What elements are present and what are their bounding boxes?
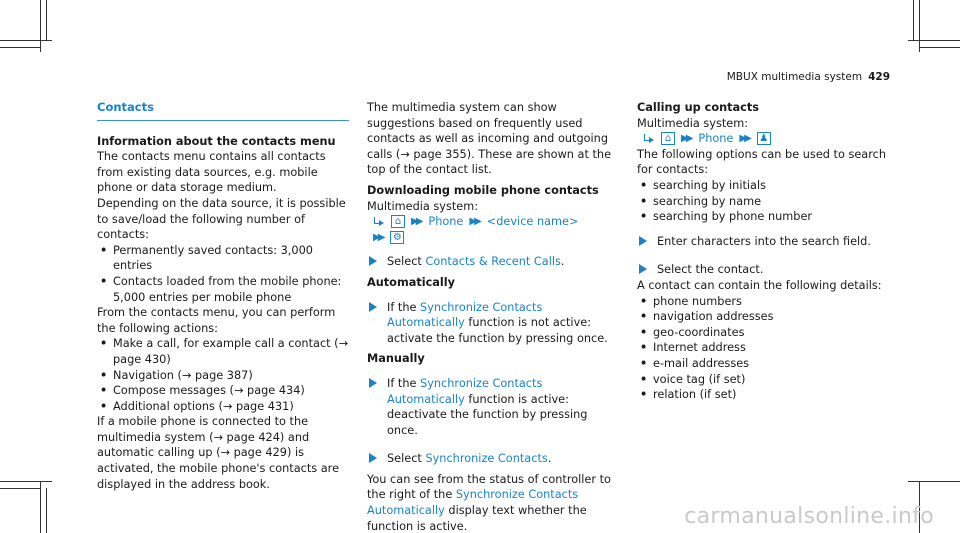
step-text: function is not active: activate the function by pressing once. (387, 316, 608, 345)
column-3 (637, 100, 887, 403)
step-text: Select the contact. (657, 263, 764, 277)
arrow-hook-icon (373, 217, 385, 227)
instruction-step (637, 262, 887, 278)
paragraph: The following options can be used to search for contacts: (637, 147, 886, 177)
list-item: • geo-coordinates (637, 325, 887, 341)
step-text: Select (387, 255, 426, 269)
list-item[interactable]: • Compose messages (→ page 434) (97, 383, 349, 399)
arrow-hook-icon (643, 134, 655, 144)
instruction-step (637, 234, 887, 250)
link-contacts-recent-calls[interactable]: Contacts & Recent Calls (425, 255, 561, 269)
instruction-step (367, 451, 619, 467)
home-icon: ⌂ (391, 215, 405, 228)
paragraph-text: display text whether the function is active. (367, 504, 587, 533)
list-item: • searching by phone number (637, 209, 887, 225)
list-item: • Contacts loaded from the mobile phone: 5,000 entries per mobile phone (97, 274, 349, 305)
heading-manually: Manually (367, 352, 425, 366)
list-item: • searching by initials (637, 178, 887, 194)
bullet-list (637, 294, 887, 403)
double-chevron-icon: ▶▶ (373, 231, 383, 243)
list-item: • searching by name (637, 194, 887, 210)
step-text: Enter characters into the search field. (657, 234, 871, 248)
link-sync-contacts-auto[interactable]: Synchronize Contacts Automatically (387, 300, 543, 330)
list-item: • relation (if set) (637, 387, 887, 403)
list-item[interactable]: • Additional options (→ page 431) (97, 399, 349, 415)
bullet-list (97, 336, 349, 414)
watermark: carmanualsonline.info (684, 504, 934, 530)
heading-contacts-menu: Information about the contacts menu (97, 134, 336, 148)
list-item: • Permanently saved contacts: 3,000 entries (97, 243, 349, 274)
double-chevron-icon: ▶▶ (739, 133, 749, 145)
double-chevron-icon: ▶▶ (411, 216, 421, 228)
paragraph: From the contacts menu, you can perform the following actions: (97, 306, 336, 335)
list-item: • voice tag (if set) (637, 372, 887, 388)
bullet-list (637, 178, 887, 225)
menu-path (637, 131, 887, 147)
step-text: function is active: deactivate the function by pressing once. (387, 392, 588, 437)
step-triangle-icon (639, 236, 647, 246)
step-triangle-icon (369, 302, 377, 312)
list-item: • phone numbers (637, 294, 887, 310)
list-item: • navigation addresses (637, 309, 887, 325)
list-item[interactable]: • Make a call, for example call a contact (→ page 430) (97, 336, 349, 367)
link-sync-contacts-auto[interactable]: Synchronize Contacts Automatically (367, 488, 579, 518)
double-chevron-icon: ▶▶ (469, 216, 479, 228)
menu-path-label: Multimedia system: (637, 116, 749, 130)
heading-download-contacts: Downloading mobile phone contacts (367, 183, 599, 197)
paragraph: The contacts menu contains all contacts from existing data sources, e.g. mobile phone or data storage medium. (97, 150, 326, 195)
step-text: . (547, 452, 552, 466)
menu-path (367, 230, 619, 246)
step-text: If the (387, 376, 421, 390)
paragraph: Depending on the data source, it is possible to save/load the following number of contacts: (97, 196, 346, 242)
list-item: • e-mail addresses (637, 356, 887, 372)
menu-path-label: Multimedia system: (367, 199, 479, 213)
double-chevron-icon: ▶▶ (681, 133, 691, 145)
paragraph-text: You can see from the status of controller to the right of the (367, 472, 611, 502)
list-item: • Internet address (637, 340, 887, 356)
path-phone: Phone (698, 132, 734, 146)
column-2 (367, 100, 619, 533)
step-text: Select (387, 452, 426, 466)
path-phone: Phone (428, 215, 464, 229)
heading-calling-up-contacts: Calling up contacts (637, 101, 759, 114)
bullet-list (97, 243, 349, 305)
heading-automatically: Automatically (367, 275, 456, 289)
link-sync-contacts[interactable]: Synchronize Contacts (425, 452, 548, 466)
instruction-step (367, 376, 619, 438)
paragraph: The multimedia system can show suggestions based on frequently used contacts as well as incoming and outgoing calls (→ page 355). These are shown at the top of the contact list. (367, 101, 612, 177)
paragraph (367, 472, 619, 533)
section-title: Contacts (97, 100, 349, 121)
instruction-step (367, 254, 619, 270)
step-triangle-icon (369, 378, 377, 388)
step-triangle-icon (369, 256, 377, 266)
step-text: . (560, 255, 565, 269)
instruction-step (367, 300, 619, 347)
settings-icon: ⚙ (390, 231, 404, 244)
step-triangle-icon (639, 264, 647, 274)
column-1 (97, 100, 349, 492)
contacts-icon: ♟ (757, 132, 771, 145)
paragraph: If a mobile phone is connected to the multimedia system (→ page 424) and automatic calling up (→ page 429) is activated, the mobile phone's contacts are displayed in the address book. (97, 415, 340, 491)
path-device-name: <device name> (486, 215, 579, 229)
list-item[interactable]: • Navigation (→ page 387) (97, 368, 349, 384)
link-sync-contacts-auto[interactable]: Synchronize Contacts Automatically (387, 376, 543, 406)
step-triangle-icon (369, 453, 377, 463)
home-icon: ⌂ (661, 132, 675, 145)
running-header (727, 70, 890, 86)
step-text: If the (387, 300, 421, 314)
paragraph: A contact can contain the following details: (637, 278, 882, 292)
menu-path (367, 214, 619, 230)
page-number: 429 (868, 71, 890, 83)
header-title: MBUX multimedia system (726, 71, 863, 83)
